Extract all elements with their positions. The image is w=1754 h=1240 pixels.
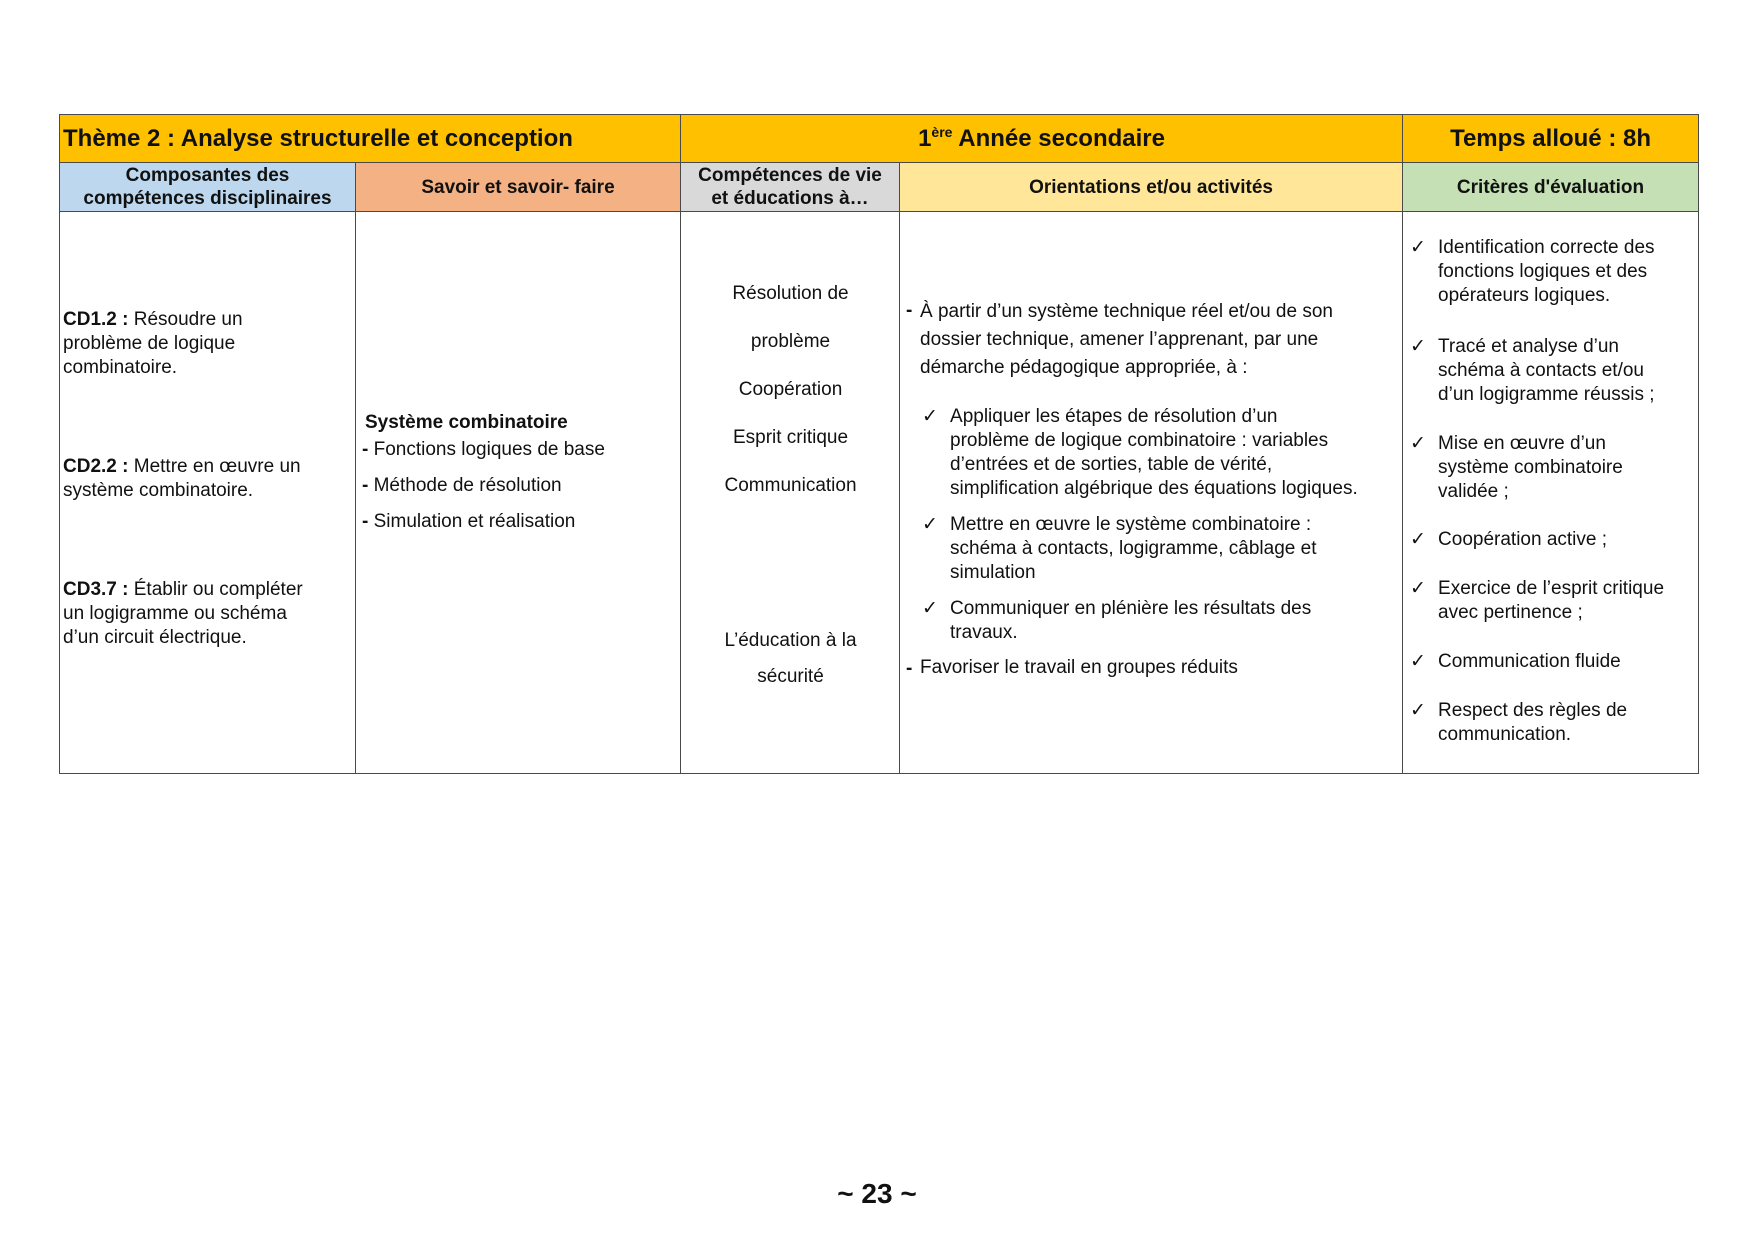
content-row bbox=[60, 212, 1699, 774]
title-row bbox=[60, 115, 1699, 163]
criterion-item: Communication fluide bbox=[1438, 651, 1621, 672]
savoir-item: - Fonctions logiques de base bbox=[362, 439, 605, 460]
orientation-intro: À partir d’un système technique réel et/ou de son dossier technique, amener l’apprenant, par une démarche pédagogique appropriée, à : bbox=[920, 301, 1333, 378]
competence-item: Résolution de bbox=[732, 283, 849, 304]
activity-item: Mettre en œuvre le système combinatoire : schéma à contacts, logigramme, câblage et simulation bbox=[950, 514, 1317, 583]
col4-cell bbox=[900, 212, 1403, 774]
curriculum-table bbox=[59, 114, 1699, 774]
activity-item: Appliquer les étapes de résolution d’un problème de logique combinatoire : variables d’entrées et de sorties, table de vérité, simplification algébrique des équations logiques. bbox=[950, 406, 1358, 499]
col1-header: Composantes des compétences disciplinaires bbox=[60, 163, 356, 212]
criterion-item: Coopération active ; bbox=[1438, 529, 1608, 550]
savoir-item: - Méthode de résolution bbox=[362, 475, 562, 496]
criterion-item: Mise en œuvre d’un système combinatoire validée ; bbox=[1438, 433, 1623, 502]
criterion-item: Tracé et analyse d’un schéma à contacts et/ou d’un logigramme réussis ; bbox=[1438, 336, 1655, 405]
col1-cell bbox=[60, 212, 356, 774]
criterion-item: Respect des règles de communication. bbox=[1438, 700, 1628, 745]
cd22-block: CD2.2 : Mettre en œuvre un système combinatoire. bbox=[63, 456, 301, 501]
col5-cell bbox=[1403, 212, 1699, 774]
competence-item: L’éducation à la bbox=[724, 630, 857, 651]
check-icon: ✓ bbox=[1410, 651, 1426, 672]
curriculum-table-wrapper bbox=[59, 114, 1698, 776]
dash-bullet: - bbox=[906, 300, 913, 321]
check-icon: ✓ bbox=[922, 514, 938, 535]
activity-item: Communiquer en plénière les résultats des travaux. bbox=[950, 598, 1312, 643]
savoir-item: - Simulation et réalisation bbox=[362, 511, 576, 532]
cd12-block: CD1.2 : Résoudre un problème de logique combinatoire. bbox=[63, 309, 243, 378]
page-number: ~ 23 ~ bbox=[837, 1178, 917, 1209]
col4-header: Orientations et/ou activités bbox=[900, 163, 1403, 212]
time-title: Temps alloué : 8h bbox=[1403, 115, 1699, 163]
year-title: 1ère Année secondaire bbox=[681, 115, 1403, 163]
col2-cell bbox=[356, 212, 681, 774]
check-icon: ✓ bbox=[1410, 336, 1426, 357]
check-icon: ✓ bbox=[922, 598, 938, 619]
criterion-item: Exercice de l’esprit critique avec pertinence ; bbox=[1438, 578, 1665, 623]
criterion-item: Identification correcte des fonctions logiques et des opérateurs logiques. bbox=[1438, 237, 1655, 306]
col2-header: Savoir et savoir- faire bbox=[356, 163, 681, 212]
competence-item: problème bbox=[750, 331, 831, 352]
col3-cell bbox=[681, 212, 900, 774]
savoir-title: Système combinatoire bbox=[365, 412, 568, 433]
check-icon: ✓ bbox=[1410, 237, 1426, 258]
col5-header: Critères d'évaluation bbox=[1403, 163, 1699, 212]
column-header-row bbox=[60, 163, 1699, 212]
competence-item: Esprit critique bbox=[732, 427, 849, 448]
check-icon: ✓ bbox=[1410, 433, 1426, 454]
dash-bullet: - bbox=[906, 658, 913, 679]
col3-header: Compétences de vie et éducations à… bbox=[681, 163, 900, 212]
theme-title: Thème 2 : Analyse structurelle et conception bbox=[60, 115, 681, 163]
competence-item: Coopération bbox=[738, 379, 843, 400]
check-icon: ✓ bbox=[922, 406, 938, 427]
check-icon: ✓ bbox=[1410, 700, 1426, 721]
check-icon: ✓ bbox=[1410, 578, 1426, 599]
cd37-block: CD3.7 : Établir ou compléter un logigramme ou schéma d’un circuit électrique. bbox=[63, 579, 303, 648]
competence-item: sécurité bbox=[757, 666, 824, 687]
competence-item: Communication bbox=[724, 475, 857, 496]
check-icon: ✓ bbox=[1410, 529, 1426, 550]
orientation-closing: Favoriser le travail en groupes réduits bbox=[920, 657, 1238, 678]
